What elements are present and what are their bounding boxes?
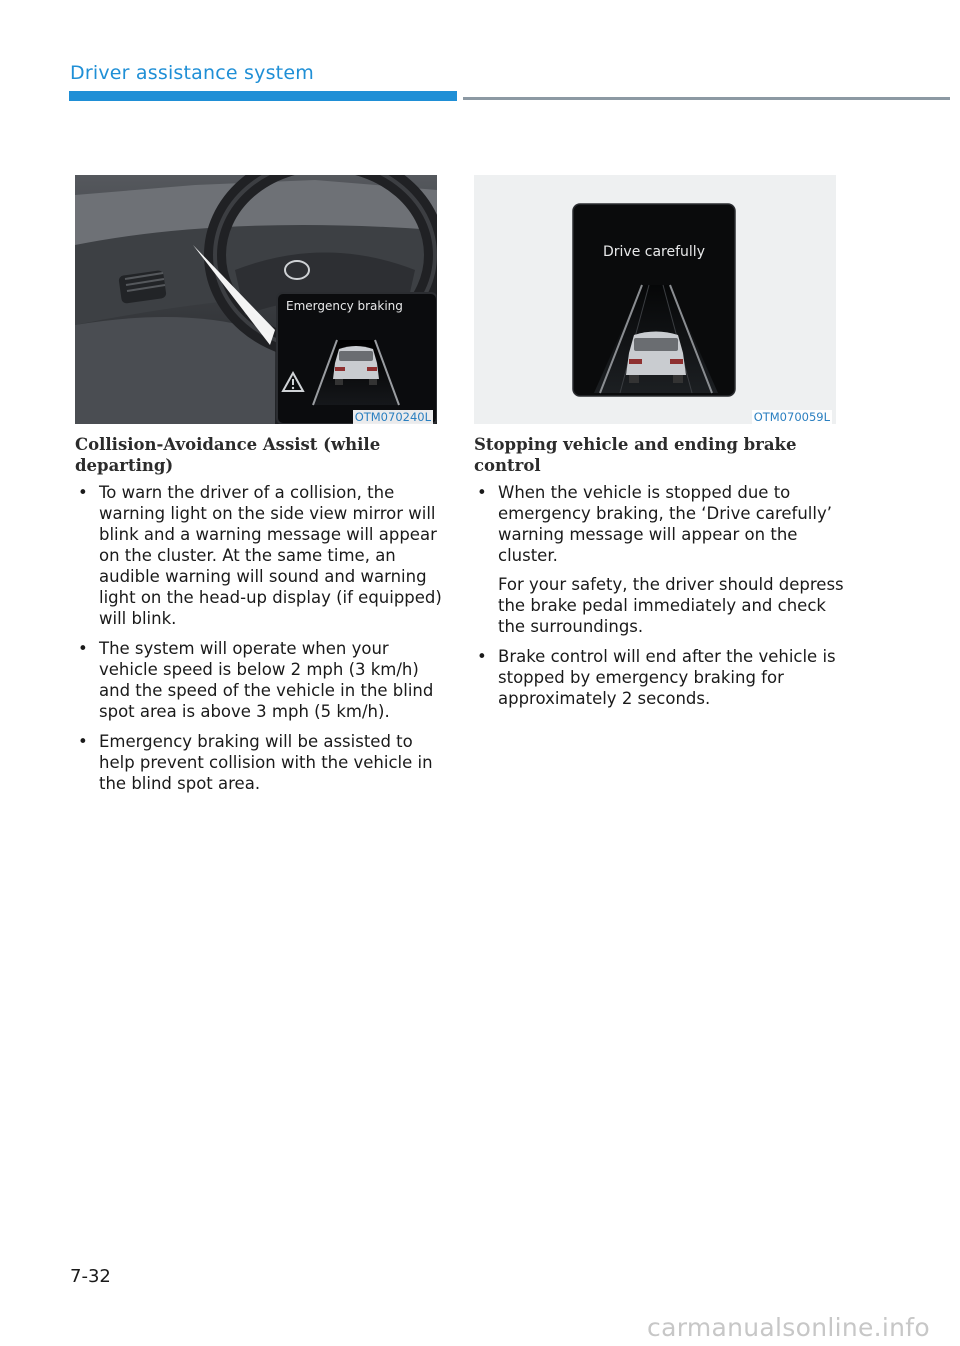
header-accent-bar: [69, 91, 457, 101]
bullet-icon: •: [78, 483, 88, 502]
section-title: Driver assistance system: [70, 62, 314, 84]
bullet-list: [474, 482, 846, 709]
list-item: • Emergency braking will be assisted to help prevent collision with the vehicle in the blind spot area.: [78, 732, 433, 793]
figure-code: OTM070059L: [753, 410, 830, 424]
section-heading: Stopping vehicle and ending brake control: [474, 435, 797, 475]
bullet-icon: •: [78, 732, 88, 751]
section-collision-avoidance: [75, 434, 447, 803]
header-divider: [463, 97, 950, 100]
figure-cluster-drive-carefully: [474, 175, 836, 424]
section-stopping-vehicle: [474, 434, 846, 718]
cluster-illustration: [474, 175, 836, 424]
bullet-list: [75, 482, 447, 794]
cluster-message-emergency-braking: Emergency braking: [286, 299, 403, 313]
bullet-icon: •: [78, 639, 88, 658]
section-heading: Collision-Avoidance Assist (while departing): [75, 435, 381, 475]
bullet-icon: •: [477, 483, 487, 502]
list-item: • When the vehicle is stopped due to emergency braking, the ‘Drive carefully’ warning message will appear on the cluster. For your safety, the driver should depress the brake pedal immediately and check the surroundings.: [474, 482, 846, 637]
list-item: • To warn the driver of a collision, the warning light on the side view mirror will blink and a warning message will appear on the cluster. At the same time, an audible warning will sound and warning light on the head-up display (if equipped) will blink.: [78, 483, 442, 628]
figure-dashboard-emergency-braking: [75, 175, 437, 424]
figure-code: OTM070240L: [354, 410, 431, 424]
bullet-icon: •: [477, 647, 487, 666]
list-item: • Brake control will end after the vehicle is stopped by emergency braking for approximately 2 seconds.: [477, 647, 836, 708]
cluster-message-drive-carefully: Drive carefully: [603, 244, 705, 260]
dashboard-illustration: [75, 175, 437, 424]
list-item: • The system will operate when your vehicle speed is below 2 mph (3 km/h) and the speed of the vehicle in the blind spot area is above 3 mph (5 km/h).: [78, 639, 434, 721]
page-number: 7-32: [70, 1266, 111, 1287]
safety-note: For your safety, the driver should depress the brake pedal immediately and check the surroundings.: [498, 575, 844, 636]
watermark: carmanualsonline.info: [647, 1313, 930, 1342]
